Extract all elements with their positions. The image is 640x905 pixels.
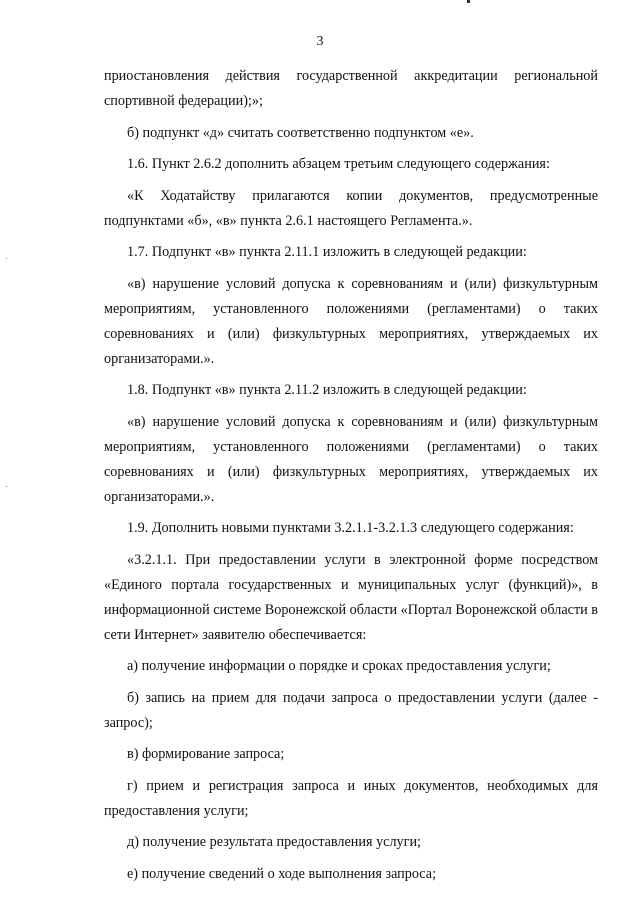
paragraph-quote-petition: «К Ходатайству прилагаются копии документов, предусмотренные подпунктами «б», «в» пункта 2.6.1 настоящего Регламента.». [104, 187, 598, 229]
scan-speck [6, 486, 7, 487]
paragraph-1-8: 1.8. Подпункт «в» пункта 2.11.2 изложить в следующей редакции: [127, 382, 527, 398]
list-item-v: в) формирование запроса; [127, 746, 285, 762]
document-body [104, 64, 598, 893]
paragraph-1-9: 1.9. Дополнить новыми пунктами 3.2.1.1-3.2.1.3 следующего содержания: [127, 520, 574, 536]
paragraph-3-2-1-1: «3.2.1.1. При предоставлении услуги в электронной форме посредством «Единого портала государственных и муниципальных услуг (функций)», в информационной системе Воронежской области «Портал Воронежской области в сети Интернет» заявителю обеспечивается: [104, 551, 598, 643]
list-item-a: а) получение информации о порядке и сроках предоставления услуги; [127, 658, 551, 674]
paragraph-1-6: 1.6. Пункт 2.6.2 дополнить абзацем третьим следующего содержания: [127, 156, 550, 172]
list-item-e: е) получение сведений о ходе выполнения запроса; [127, 865, 437, 882]
page-number: 3 [316, 34, 324, 49]
list-item-g: г) прием и регистрация запроса и иных документов, необходимых для предоставления услуги; [104, 777, 598, 819]
paragraph-continuation: приостановления действия государственной аккредитации региональной спортивной федерации);»; [104, 68, 598, 109]
paragraph-quote-violation-1: «в) нарушение условий допуска к соревнованиям и (или) физкультурным мероприятиям, установленного положениями (регламентами) о таких соревнованиях и (или) физкультурных мероприятиях, утверждаемых их организаторами.». [104, 275, 598, 367]
list-item-d: д) получение результата предоставления услуги; [127, 834, 421, 850]
paragraph-quote-violation-2: «в) нарушение условий допуска к соревнованиям и (или) физкультурным мероприятиям, установленного положениями (регламентами) о таких соревнованиях и (или) физкультурных мероприятиях, утверждаемых их организаторами.». [104, 413, 598, 505]
paragraph-1-7: 1.7. Подпункт «в» пункта 2.11.1 изложить в следующей редакции: [127, 244, 527, 260]
paragraph-subitem-b: б) подпункт «д» считать соответственно подпунктом «е». [127, 124, 474, 141]
list-item-b: б) запись на прием для подачи запроса о предоставлении услуги (далее - запрос); [104, 689, 598, 731]
scan-mark [467, 0, 470, 3]
scan-speck [6, 258, 7, 259]
